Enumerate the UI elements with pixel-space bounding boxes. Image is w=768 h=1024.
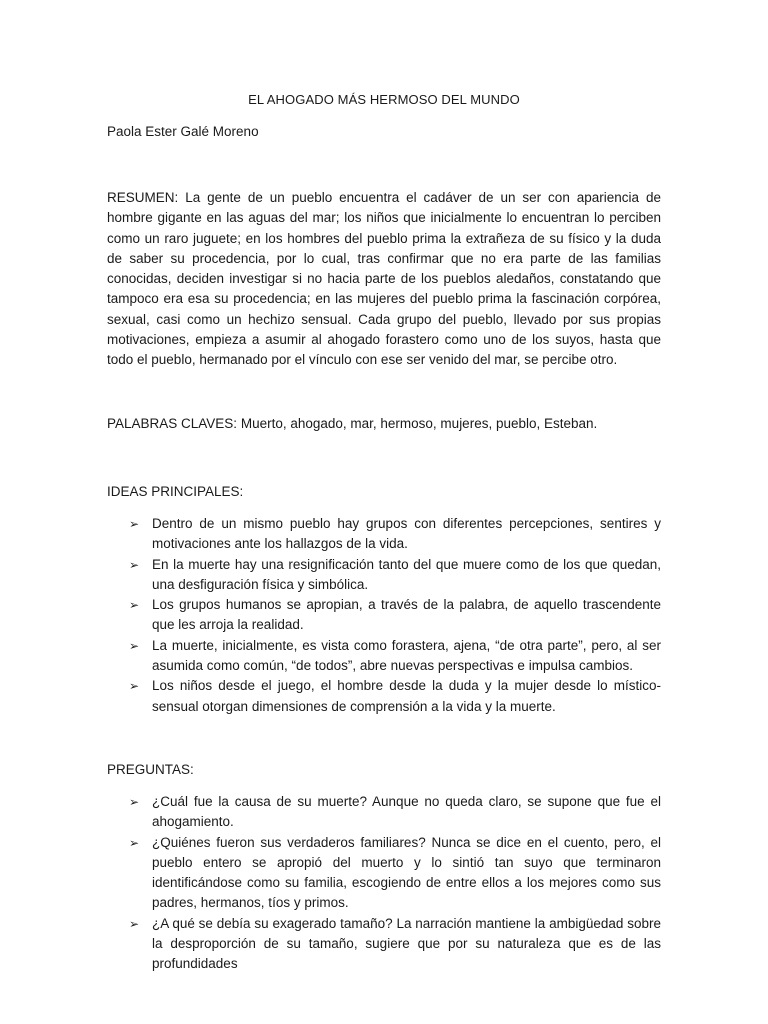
pregunta-text: ¿Cuál fue la causa de su muerte? Aunque no queda claro, se supone que fue el ahogamiento. xyxy=(152,794,661,830)
list-item xyxy=(107,555,661,596)
resumen-paragraph xyxy=(107,188,661,371)
ideas-principales-list xyxy=(107,514,661,717)
list-item xyxy=(107,636,661,677)
list-item xyxy=(107,833,661,914)
idea-text: Los grupos humanos se apropian, a través de la palabra, de aquello trascendente que les arroja la realidad. xyxy=(152,597,661,633)
palabras-claves-label: PALABRAS CLAVES: xyxy=(107,416,238,431)
idea-text: Los niños desde el juego, el hombre desde la duda y la mujer desde lo místico-sensual otorgan dimensiones de comprensión a la vida y la muerte. xyxy=(152,678,661,714)
list-item xyxy=(107,792,661,833)
arrow-bullet-icon: ➢ xyxy=(129,795,140,809)
list-item xyxy=(107,514,661,555)
palabras-claves-paragraph xyxy=(107,414,661,434)
ideas-principales-section xyxy=(107,514,661,717)
palabras-claves-text: Muerto, ahogado, mar, hermoso, mujeres, pueblo, Esteban. xyxy=(240,416,598,431)
arrow-bullet-icon: ➢ xyxy=(129,638,140,653)
pregunta-text: ¿A qué se debía su exagerado tamaño? La narración mantiene la ambigüedad sobre la desproporción de su tamaño, sugiere que por su naturaleza que es de las profundidades xyxy=(152,915,661,972)
preguntas-section xyxy=(107,792,661,975)
author-name: Paola Ester Galé Moreno xyxy=(107,124,259,139)
arrow-bullet-icon: ➢ xyxy=(129,835,140,850)
idea-text: En la muerte hay una resignificación tanto del que muere como de los que quedan, una desfiguración física y simbólica. xyxy=(152,556,661,592)
pregunta-text: ¿Quiénes fueron sus verdaderos familiares? Nunca se dice en el cuento, pero, el pueblo entero se apropió del muerto y lo sintió tan suyo que terminaron identificándose como su familia, escogiendo de entre ellos a los mejores como sus padres, hermanos, tíos y primos. xyxy=(152,834,661,911)
list-item xyxy=(107,676,661,717)
list-item xyxy=(107,595,661,636)
list-item xyxy=(107,914,661,975)
arrow-bullet-icon: ➢ xyxy=(129,517,140,531)
arrow-bullet-icon: ➢ xyxy=(129,598,140,613)
idea-text: Dentro de un mismo pueblo hay grupos con diferentes percepciones, sentires y motivaciones ante los hallazgos de la vida. xyxy=(152,516,661,552)
arrow-bullet-icon: ➢ xyxy=(129,916,140,931)
arrow-bullet-icon: ➢ xyxy=(129,679,140,694)
preguntas-heading: PREGUNTAS: xyxy=(107,762,194,777)
resumen-text: La gente de un pueblo encuentra el cadáver de un ser con apariencia de hombre gigante en las aguas del mar; los niños que inicialmente lo encuentran lo perciben como un raro juguete; en los hombres del pueblo prima la extrañeza de su físico y la duda de saber su procedencia, por lo cual, tras confirmar que no era parte de las familias conocidas, deciden investigar si no hacia parte de los pueblos aledaños, constatando que tampoco era esa su procedencia; en las mujeres del pueblo prima la fascinación corpórea, sexual, casi como un hechizo sensual. Cada grupo del pueblo, llevado por sus propias motivaciones, empieza a asumir al ahogado forastero como uno de los suyos, hasta que todo el pueblo, hermanado por el vínculo con ese ser venido del mar, se percibe otro. xyxy=(107,190,661,368)
document-title: EL AHOGADO MÁS HERMOSO DEL MUNDO xyxy=(248,92,520,107)
preguntas-list xyxy=(107,792,661,975)
idea-text: La muerte, inicialmente, es vista como forastera, ajena, “de otra parte”, pero, al ser asumida como común, “de todos”, abre nuevas perspectivas e impulsa cambios. xyxy=(152,637,661,674)
arrow-bullet-icon: ➢ xyxy=(129,557,140,572)
resumen-label: RESUMEN: xyxy=(107,190,179,205)
ideas-principales-heading: IDEAS PRINCIPALES: xyxy=(107,484,244,499)
